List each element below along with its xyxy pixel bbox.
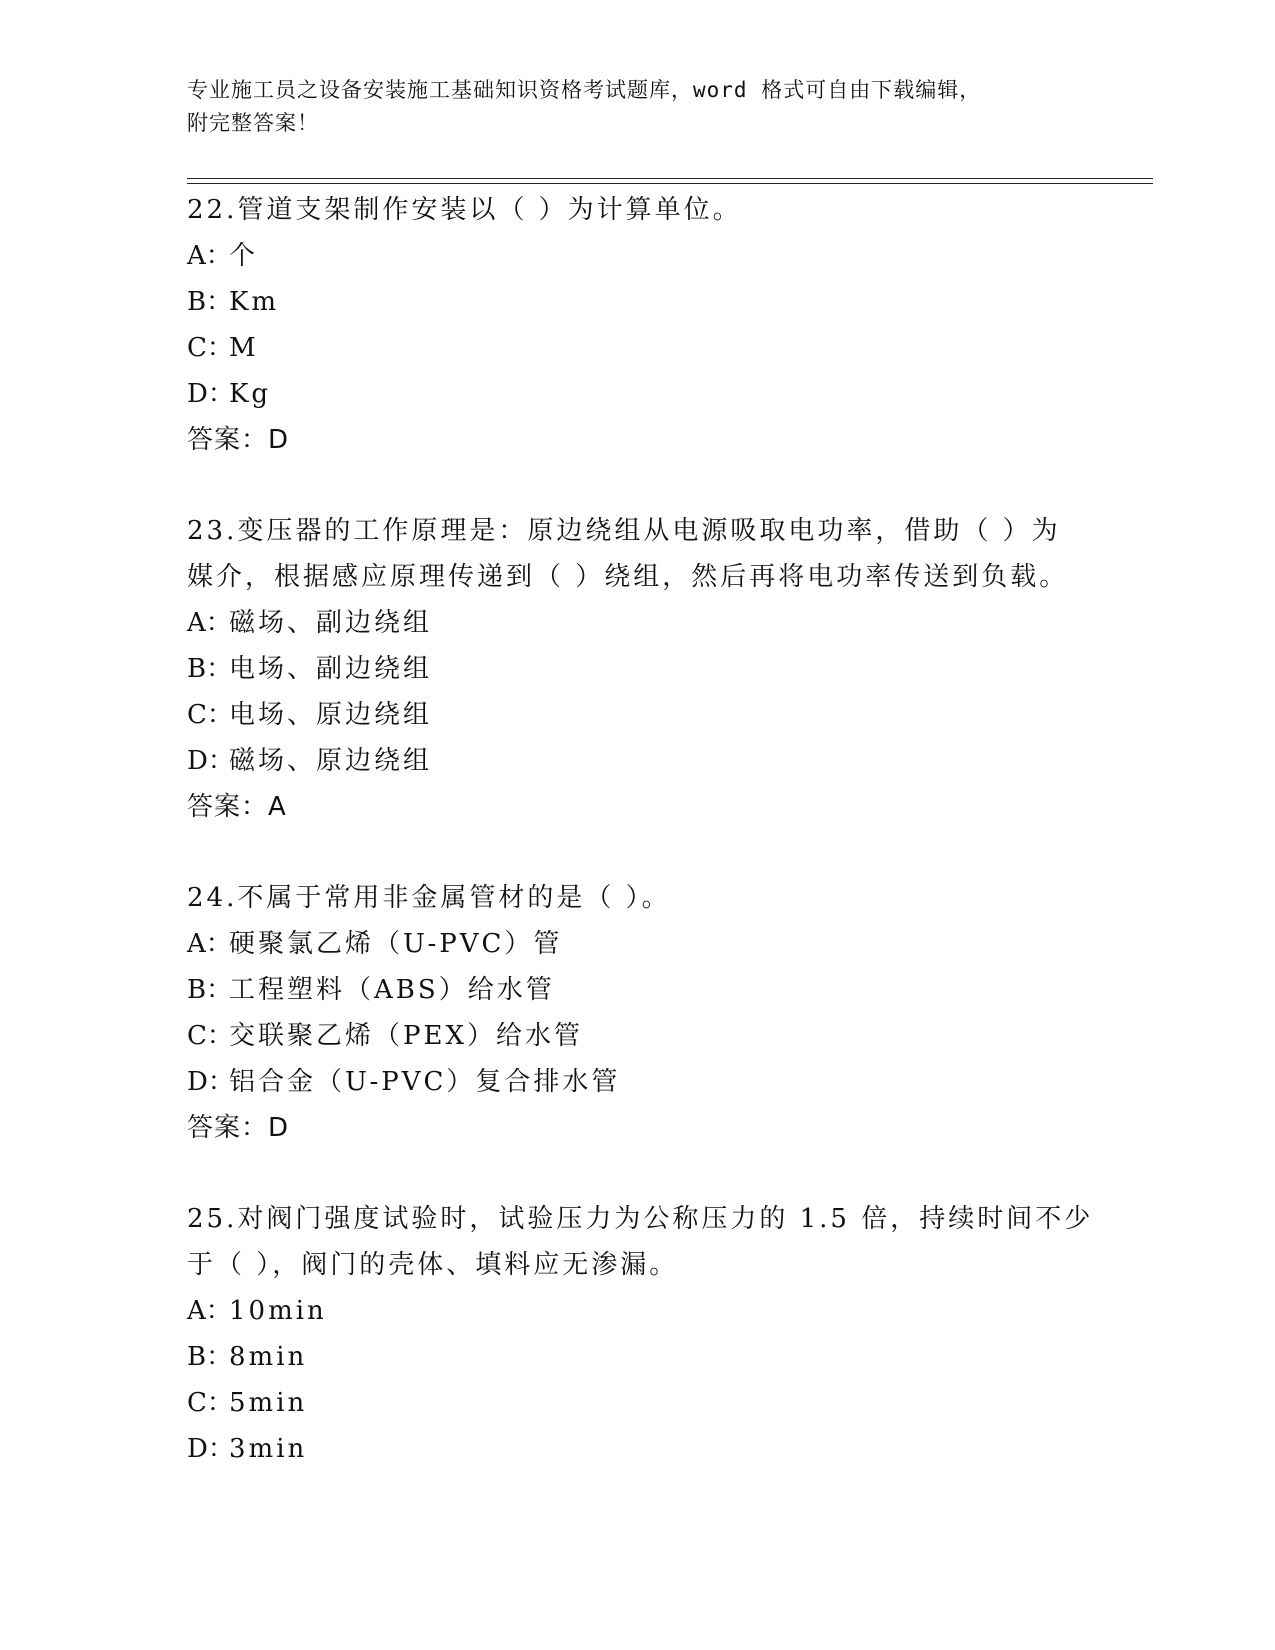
- question-25: [187, 1196, 1094, 1472]
- document-header: [187, 74, 1087, 140]
- option-b: [187, 646, 1087, 692]
- option-key: B：: [187, 287, 233, 317]
- option-key: C：: [187, 700, 233, 730]
- option-d: [187, 371, 1087, 417]
- option-b: [187, 967, 1087, 1013]
- option-text: 交联聚乙烯（PEX）给水管: [229, 1021, 583, 1051]
- question-23: [187, 508, 1087, 830]
- option-a: [187, 600, 1087, 646]
- option-text: Kg: [229, 379, 272, 409]
- option-key: A：: [187, 929, 232, 959]
- option-a: [187, 921, 1087, 967]
- option-key: A：: [187, 1296, 232, 1326]
- option-key: B：: [187, 975, 233, 1005]
- option-text: 工程塑料（ABS）给水管: [229, 975, 555, 1005]
- option-a: [187, 233, 1087, 279]
- option-text: 铝合金（U-PVC）复合排水管: [229, 1067, 621, 1097]
- option-key: A：: [187, 241, 232, 271]
- header-divider-top: [187, 178, 1153, 179]
- option-key: C：: [187, 1388, 233, 1418]
- option-key: D：: [187, 746, 234, 776]
- option-key: B：: [187, 654, 233, 684]
- question-list: [187, 187, 1094, 1517]
- option-d: [187, 1426, 1087, 1472]
- option-c: [187, 692, 1087, 738]
- option-text: Km: [229, 287, 280, 317]
- option-text: 电场、副边绕组: [229, 654, 433, 684]
- header-line: 专业施工员之设备安装施工基础知识资格考试题库，word 格式可自由下载编辑，: [187, 78, 982, 102]
- option-text: 磁场、副边绕组: [229, 608, 433, 638]
- option-text: 5min: [229, 1388, 308, 1418]
- question-text: 媒介，根据感应原理传递到（ ）绕组，然后再将电功率传送到负载。: [187, 562, 1069, 592]
- option-key: D：: [187, 1434, 234, 1464]
- option-a: [187, 1288, 1087, 1334]
- option-c: [187, 325, 1087, 371]
- option-key: B：: [187, 1342, 233, 1372]
- header-divider-bottom: [187, 183, 1153, 184]
- answer-line: 答案：D: [187, 1113, 290, 1143]
- option-text: 硬聚氯乙烯（U-PVC）管: [229, 929, 563, 959]
- question-text: 于（ ），阀门的壳体、填料应无渗漏。: [187, 1250, 679, 1280]
- header-line: 附完整答案！: [187, 111, 319, 135]
- option-text: 8min: [229, 1342, 308, 1372]
- option-key: D：: [187, 1067, 234, 1097]
- option-d: [187, 1059, 1087, 1105]
- option-d: [187, 738, 1087, 784]
- option-text: 3min: [229, 1434, 308, 1464]
- option-key: C：: [187, 333, 233, 363]
- option-text: 磁场、原边绕组: [229, 746, 433, 776]
- option-key: A：: [187, 608, 232, 638]
- option-key: D：: [187, 379, 234, 409]
- option-b: [187, 1334, 1087, 1380]
- option-b: [187, 279, 1087, 325]
- question-text: 23.变压器的工作原理是：原边绕组从电源吸取电功率，借助（ ）为: [187, 516, 1061, 546]
- question-text: 22.管道支架制作安装以（ ）为计算单位。: [187, 195, 742, 225]
- option-text: 个: [229, 241, 259, 271]
- question-24: [187, 875, 1087, 1151]
- option-c: [187, 1380, 1087, 1426]
- option-key: C：: [187, 1021, 233, 1051]
- question-text: 25.对阀门强度试验时，试验压力为公称压力的 1.5 倍，持续时间不少: [187, 1204, 1094, 1234]
- option-c: [187, 1013, 1087, 1059]
- option-text: M: [229, 333, 259, 363]
- question-text: 24.不属于常用非金属管材的是（ ）。: [187, 883, 671, 913]
- answer-line: 答案：A: [187, 792, 287, 822]
- answer-line: 答案：D: [187, 425, 290, 455]
- option-text: 10min: [229, 1296, 327, 1326]
- option-text: 电场、原边绕组: [229, 700, 433, 730]
- question-22: [187, 187, 1087, 463]
